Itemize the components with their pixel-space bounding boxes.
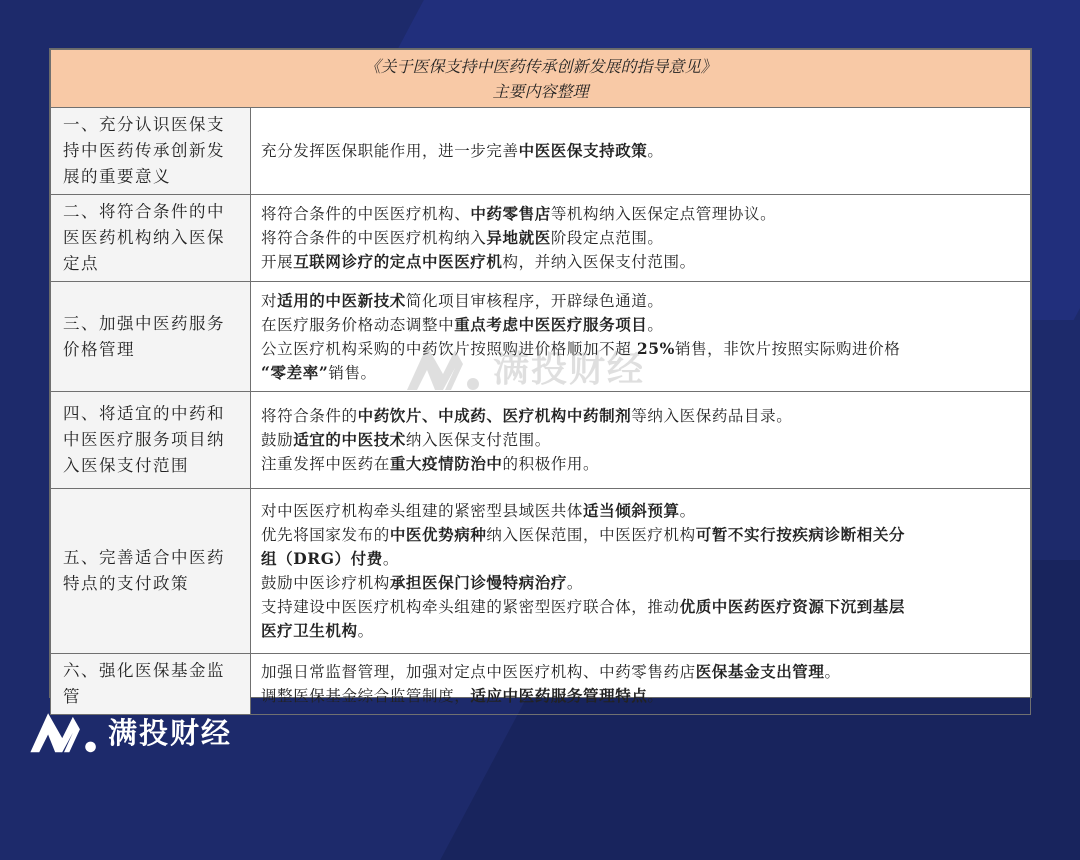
body-text: 将符合条件的中医医疗机构、 [261,205,471,223]
emphasis-text: 中药饮片、中成药、医疗机构中药制剂 [357,406,632,425]
section-content [251,108,1031,195]
section-content [251,195,1031,282]
emphasis-text: 医保基金支出管理 [695,662,825,681]
emphasis-text: 适当倾斜预算 [583,501,680,520]
content-line [261,139,1020,163]
content-line [261,404,1020,428]
body-text: 。 [357,622,374,640]
body-text: 。 [647,315,664,334]
body-text: 支持建设中医医疗机构牵头组建的紧密型医疗联合体，推动 [261,598,680,616]
body-text: 鼓励中医诊疗机构 [261,574,390,592]
body-text: 纳入医保支付范围。 [405,431,551,449]
content-line [261,313,1020,337]
content-line [261,660,1020,684]
section-content [251,654,1031,715]
emphasis-text: 适宜的中医技术 [293,430,406,449]
content-line [261,595,1020,619]
body-text: 阶段定点范围。 [550,229,664,247]
body-text: 等纳入医保药品目录。 [631,407,793,425]
body-text: 鼓励 [261,431,294,449]
emphasis-text: 医疗卫生机构 [261,621,358,640]
emphasis-text: 中医优势病种 [389,525,487,544]
header-row [51,50,1031,108]
emphasis-text: 适用的中医新技术 [277,290,406,310]
body-text: 。 [679,502,696,520]
section-heading: 二、将符合条件的中医医药机构纳入医保定点 [51,195,251,282]
emphasis-text: 异地就医 [486,228,551,247]
body-text: 开展 [261,253,294,271]
content-line [261,289,1020,313]
emphasis-text: “零差率” [261,362,329,382]
table-header [51,50,1031,108]
document-card [49,48,1032,706]
table-row [51,392,1031,489]
content-table [50,49,1031,715]
body-text: 加强日常监督管理，加强对定点中医医疗机构、中药零售药店 [261,663,696,681]
emphasis-text: 中药零售店 [470,204,551,223]
section-heading: 五、完善适合中医药特点的支付政策 [51,489,251,654]
section-content [251,392,1031,489]
body-text: 的积极作用。 [502,455,600,473]
content-line [261,428,1020,452]
brand-logo [28,708,232,754]
content-line [261,226,1020,250]
table-row [51,282,1031,392]
emphasis-text: 重点考虑中医医疗服务项目 [454,314,648,334]
body-text: 对 [261,291,278,310]
emphasis-text: 重大疫情防治中 [389,454,503,473]
content-line [261,619,1020,643]
content-line [261,523,1020,547]
table-row [51,654,1031,715]
table-row [51,108,1031,195]
document-subtitle: 主要内容整理 [492,81,589,101]
body-text: 构，并纳入医保支付范围。 [502,253,696,271]
body-text: 对中医医疗机构牵头组建的紧密型县域医共体 [261,502,584,520]
body-text: 销售。 [328,363,377,382]
m-logo-icon [28,708,100,754]
content-line [261,684,1020,708]
content-line [261,452,1020,476]
section-heading: 六、强化医保基金监管 [51,654,251,715]
emphasis-text: 适应中医药服务管理特点 [470,686,648,705]
body-text: 充分发挥医保职能作用，进一步完善 [261,142,519,160]
body-text: 。 [824,663,841,681]
body-text: 注重发挥中医药在 [261,455,390,473]
emphasis-text: 可暂不实行按疾病诊断相关分 [695,525,906,544]
emphasis-text: 优质中医药医疗资源下沉到基层 [679,597,906,616]
body-text: 等机构纳入医保定点管理协议。 [550,205,777,223]
emphasis-text: 25% [636,338,675,358]
emphasis-text: 组（DRG）付费 [261,549,383,568]
body-text: 。 [566,574,584,592]
section-content [251,282,1031,392]
body-text: 优先将国家发布的 [261,526,390,544]
body-text: 销售，非饮片按照实际购进价格 [674,339,901,358]
body-text: 简化项目审核程序，开辟绿色通道。 [405,291,664,310]
content-line [261,361,1020,385]
body-text: 公立医疗机构采购的中药饮片按照购进价格顺加不超 [261,339,637,358]
content-line [261,571,1020,595]
emphasis-text: 承担医保门诊慢特病治疗 [389,573,567,592]
body-text: 纳入医保范围，中医医疗机构 [486,526,696,544]
section-content [251,489,1031,654]
content-line [261,337,1020,361]
content-line [261,499,1020,523]
body-text: 。 [647,687,664,705]
body-text: 在医疗服务价格动态调整中 [261,315,455,334]
body-text: 调整医保基金综合监管制度， [261,687,471,705]
emphasis-text: 中医医保支持政策 [518,141,648,160]
content-line [261,202,1020,226]
table-row [51,195,1031,282]
body-text: 将符合条件的中医医疗机构纳入 [261,229,487,247]
section-heading: 三、加强中医药服务价格管理 [51,282,251,392]
content-line [261,547,1020,571]
body-text: 。 [382,550,399,568]
body-text: 将符合条件的 [261,407,358,425]
document-title: 《关于医保支持中医药传承创新发展的指导意见》 [364,56,717,76]
table-row [51,489,1031,654]
body-text: 。 [647,142,664,160]
content-line [261,250,1020,274]
brand-name: 满投财经 [108,715,233,750]
section-heading: 四、将适宜的中药和中医医疗服务项目纳入医保支付范围 [51,392,251,489]
emphasis-text: 互联网诊疗的定点中医医疗机 [293,252,503,271]
section-heading: 一、充分认识医保支持中医药传承创新发展的重要意义 [51,108,251,195]
